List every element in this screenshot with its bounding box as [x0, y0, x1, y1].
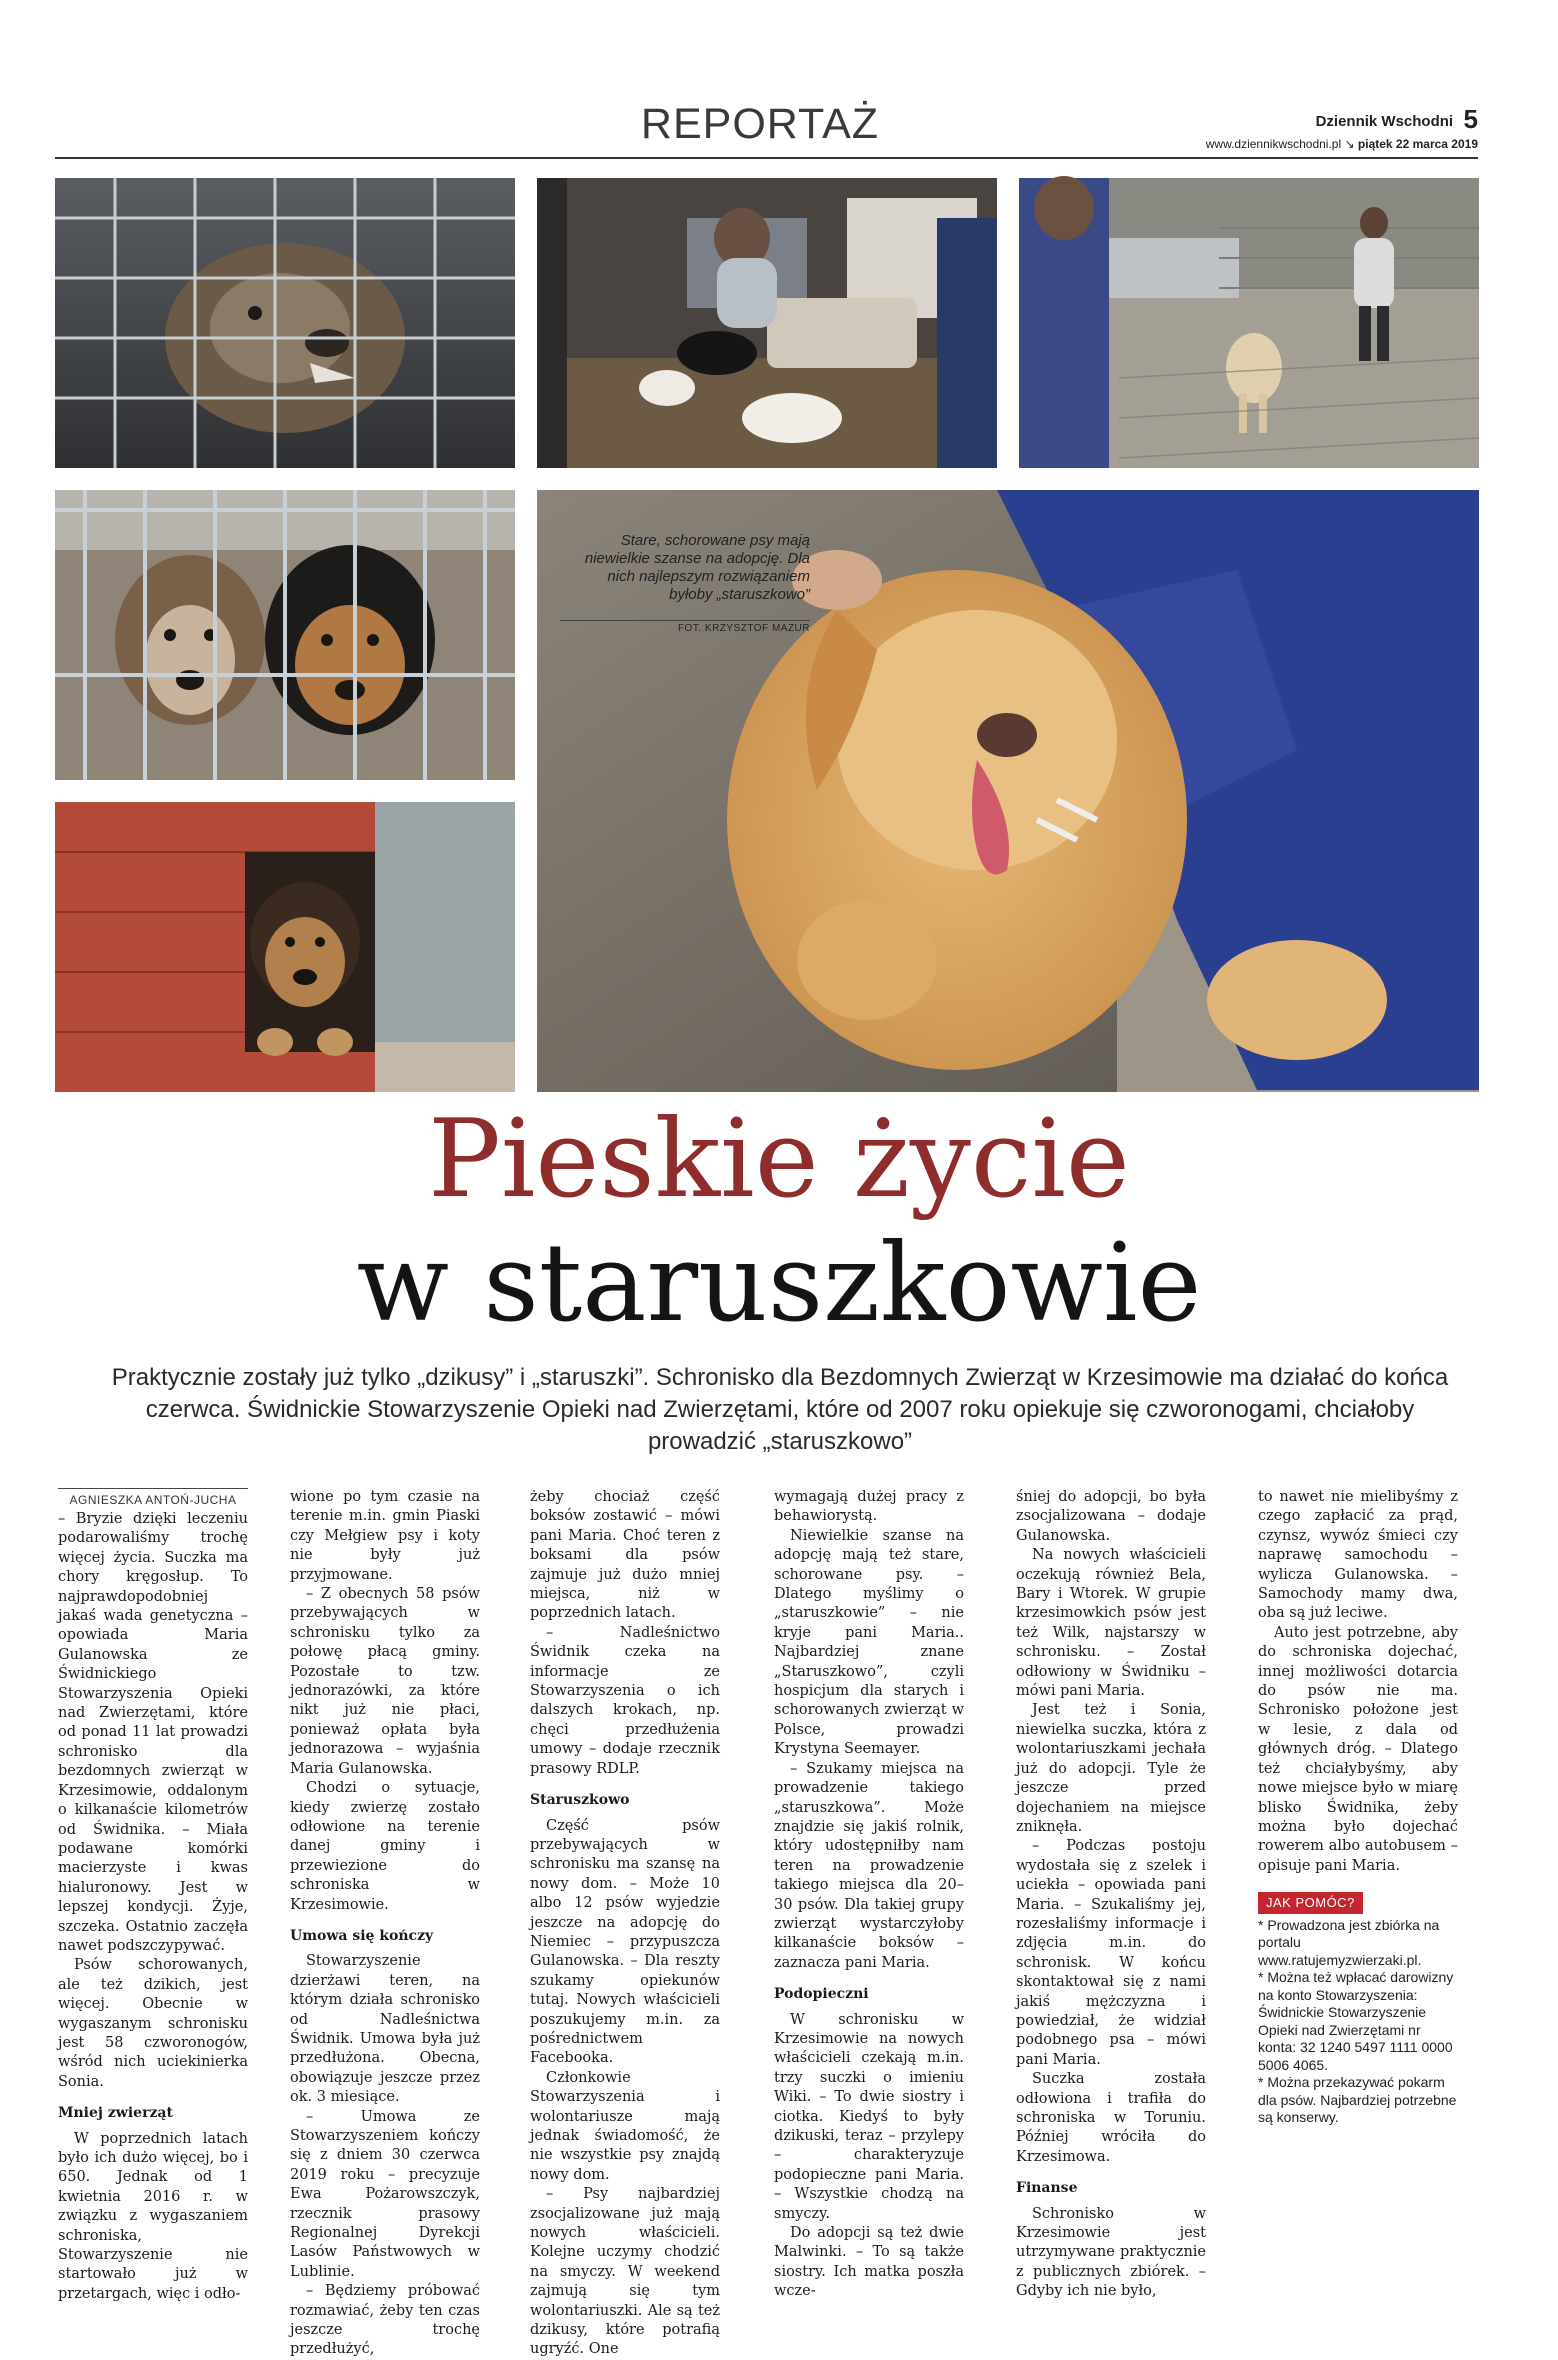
paragraph: – Psy najbardziej zsocjalizowane już mają nowych właścicieli. Kolejne uczymy chodzić na smyczy. W weekend zajmują się tym wolontariuszki. Ale są też dzikusy, które potrafią ugryźć. One	[530, 2186, 720, 2358]
paragraph: wione po tym czasie na terenie m.in. gmin Piaski czy Mełgiew psy i koty nie były już przyjmowane.	[290, 1489, 480, 1583]
paragraph: Jest też i Sonia, niewielka suczka, która z wolontariuszkami jechała już do adopcji. Tyle że jeszcze przed dojechaniem na miejsce zniknęła.	[1016, 1702, 1206, 1835]
article-column-5	[1016, 1488, 1206, 2302]
photo-yard-with-dog	[1019, 178, 1479, 468]
issue-date: piątek 22 marca 2019	[1357, 137, 1478, 151]
byline: AGNIESZKA ANTOŃ-JUCHA	[58, 1488, 248, 1508]
header-rule	[55, 157, 1478, 159]
help-item: * Można też wpłacać darowizny na konto Stowarzyszenia: Świdnickie Stowarzyszenie Opieki nad Zwierzętami nr konta: 32 1240 5497 1111 0000 5006 4065.	[1258, 1969, 1454, 2073]
photo-two-dogs-in-cage	[55, 490, 515, 780]
paragraph: to nawet nie mielibyśmy z czego zapłacić za prąd, czynsz, wywóz śmieci czy naprawę samochodu – wylicza Gulanowska. – Samochody mamy dwa, oba są już leciwe.	[1258, 1489, 1458, 1622]
page-header-info	[1206, 104, 1478, 151]
paragraph: Suczka została odłowiona i trafiła do schroniska w Toruniu. Później wróciła do Krzesimowa.	[1016, 2071, 1206, 2165]
paragraph: – Będziemy próbować rozmawiać, żeby ten czas jeszcze trochę przedłużyć,	[290, 2283, 480, 2358]
article-column-4	[774, 1488, 964, 2302]
subheading: Staruszkowo	[530, 1792, 630, 1809]
article-column-1	[58, 1488, 248, 2304]
section-title: REPORTAŻ	[640, 100, 880, 148]
help-box-tag: JAK POMÓC?	[1258, 1892, 1363, 1913]
article-column-2	[290, 1488, 480, 2360]
help-item: * Prowadzona jest zbiórka na portalu www.ratujemyzwierzaki.pl.	[1258, 1916, 1440, 1968]
subheading: Podopieczni	[774, 1986, 869, 2003]
paragraph: W poprzednich latach było ich dużo więcej, bo i 650. Jednak od 1 kwietnia 2016 r. w związku z wygaszaniem schroniska, Stowarzyszenie nie startowało już w przetargach, więc i odło-	[58, 2130, 248, 2302]
paragraph: – Podczas postoju wydostała się z szelek i uciekła – opowiada pani Maria. – Szukaliśmy jej, rozesłaliśmy informacje i zdjęcia m.in. do schronisk. W końcu skontaktował się z nami jakiś mężczyzna i powiedział, że widział podobnego psa – mówi pani Maria.	[1016, 1838, 1206, 2068]
paragraph: Psów schorowanych, ale też dzikich, jest więcej. Obecnie w wygaszanym schronisku jest 58 czworonogów, wśród nich uciekinierka Sonia.	[58, 1957, 248, 2090]
arrow-icon: ↘	[1344, 137, 1355, 151]
paragraph: Część psów przebywających w schronisku ma szansę na nowy dom. – Może 10 albo 12 psów wyjedzie jeszcze na adopcję do Niemiec – przypuszcza Gulanowska. – Dla reszty szukamy opiekunów tutaj. Nowych właścicieli poszukujemy m.in. za pośrednictwem Facebooka.	[530, 1817, 720, 2067]
article-lead: Praktycznie zostały już tylko „dzikusy” i „staruszki”. Schronisko dla Bezdomnych Zwierząt w Krzesimowie ma działać do końca czerwca. Świdnickie Stowarzyszenie Opieki nad Zwierzętami, które od 2007 roku opiekuje się czworonogami, chciałoby prowadzić „staruszkowo”	[111, 1364, 1449, 1455]
paragraph: Niewielkie szanse na adopcję mają też stare, schorowane psy. – Dlatego myślimy o „staruszkowie” – nie kryje pani Maria.. Najbardziej znane „Staruszkowo”, czyli hospicjum dla starych i schorowanych zwierząt w Polsce, prowadzi Krystyna Seemayer.	[774, 1527, 964, 1758]
paragraph: Do adopcji są też dwie Malwinki. – To są także siostry. Ich matka poszła wcze-	[774, 2225, 964, 2300]
article-column-6	[1258, 1488, 1458, 2127]
paragraph: żeby chociaż część boksów zostawić – mówi pani Maria. Choć teren z boksami dla psów zajmuje już dużo mniej miejsca, niż w poprzednich latach.	[530, 1489, 720, 1622]
help-item: * Można przekazywać pokarm dla psów. Najbardziej potrzebne są konserwy.	[1258, 2074, 1457, 2126]
paragraph: – Umowa ze Stowarzyszeniem kończy się z dniem 30 czerwca 2019 roku – precyzuje Ewa Pożarowszczyk, rzecznik prasowy Regionalnej Dyrekcji Lasów Państwowych w Lublinie.	[290, 2108, 480, 2280]
headline-line-2: w staruszkowie	[356, 1221, 1202, 1346]
newspaper-url[interactable]: www.dziennikwschodni.pl	[1205, 137, 1342, 151]
newspaper-name: Dziennik Wschodni	[1315, 113, 1454, 130]
photo-dog-behind-fence	[55, 178, 515, 468]
photo-dog-in-kennel	[55, 802, 515, 1092]
photo-caption: Stare, schorowane psy mają niewielkie szanse na adopcję. Dla nich najlepszym rozwiązaniem byłoby „staruszkowo”	[584, 532, 810, 603]
photo-credit: FOT. KRZYSZTOF MAZUR	[560, 620, 810, 634]
article-column-3	[530, 1488, 720, 2360]
subheading: Umowa się kończy	[290, 1927, 434, 1944]
paragraph: W schronisku w Krzesimowie na nowych właścicieli czekają m.in. trzy suczki o imieniu Wiki. – To dwie siostry i ciotka. Kiedyś to były dzikuski, teraz – przylepy – charakteryzuje podopieczne pani Maria. – Wszystkie chodzą na smyczy.	[774, 2011, 964, 2222]
photo-dogs-in-room	[537, 178, 997, 468]
headline-line-1: Pieskie życie	[428, 1097, 1130, 1222]
paragraph: Na nowych właścicieli oczekują również Bela, Bary i Wtorek. W grupie krzesimowkich psów jest też Wilk, najstarszy w schronisku. – Został odłowiony w Świdniku – mówi pani Maria.	[1016, 1547, 1206, 1700]
paragraph: Chodzi o sytuacje, kiedy zwierzę zostało odłowione na terenie danej gminy i przewiezione do schroniska w Krzesimowie.	[290, 1780, 480, 1913]
paragraph: Stowarzyszenie dzierżawi teren, na którym działa schronisko od Nadleśnictwa Świdnik. Umowa była już przedłużona. Obecna, obowiązuje jeszcze przez ok. 3 miesiące.	[290, 1953, 480, 2106]
paragraph: – Z obecnych 58 psów przebywających w schronisku tylko za połowę płacą gminy. Pozostałe to tzw. jednorazówki, za które nikt już nie płaci, ponieważ opłata była jednorazowa – wyjaśnia Maria Gulanowska.	[290, 1586, 480, 1777]
paragraph: Członkowie Stowarzyszenia i wolontariusze mają jednak świadomość, że nie wszystkie psy znajdą nowy dom.	[530, 2069, 720, 2183]
help-box	[1258, 1892, 1458, 2126]
paragraph: wymagają dużej pracy z behawiorystą.	[774, 1489, 964, 1525]
subheading: Mniej zwierząt	[58, 2105, 173, 2122]
paragraph: – Bryzie dzięki leczeniu podarowaliśmy trochę więcej życia. Suczka ma chory kręgosłup. To najprawdopodobniej jakaś wada genetyczna – opowiada Maria Gulanowska ze Świdnickiego Stowarzyszenia Opieki nad Zwierzętami, które od ponad 11 lat prowadzi schronisko dla bezdomnych zwierząt w Krzesimowie, oddalonym o kilkanaście kilometrów od Świdnika. – Miała podawane komórki macierzyste i kwas hialuronowy. Jest w lepszej kondycji. Żyje, szczeka. Ostatnio zaczęła nawet podszczypywać.	[58, 1511, 248, 1954]
paragraph: – Nadleśnictwo Świdnik czeka na informacje ze Stowarzyszenia o ich dalszych krokach, np. chęci przedłużenia umowy – dodaje rzecznik prasowy RDLP.	[530, 1624, 720, 1777]
paragraph: Auto jest potrzebne, aby do schroniska dojechać, innej możliwości dotarcia do psów nie ma. Schronisko położone jest w lesie, z dala od głównych dróg. – Dlatego też chciałybyśmy, aby nowe miejsce było w miarę blisko Świdnika, żeby można było dojechać rowerem albo autobusem – opisuje pani Maria.	[1258, 1624, 1458, 1874]
paragraph: śniej do adopcji, bo była zsocjalizowana – dodaje Gulanowska.	[1016, 1489, 1206, 1544]
paragraph: – Szukamy miejsca na prowadzenie takiego „staruszkowa”. Może znajdzie się jakiś rolnik, który udostępniłby nam teren na prowadzenie takiego miejsca dla 20–30 psów. Dla takiej grupy zwierząt wystarczyłoby kilkanaście boksów – zaznacza pani Maria.	[774, 1760, 964, 1971]
paragraph: Schronisko w Krzesimowie jest utrzymywane praktycznie z publicznych zbiórek. – Gdyby ich nie było,	[1016, 2205, 1206, 2300]
page-number: 5	[1463, 104, 1478, 134]
subheading: Finanse	[1016, 2180, 1078, 2197]
